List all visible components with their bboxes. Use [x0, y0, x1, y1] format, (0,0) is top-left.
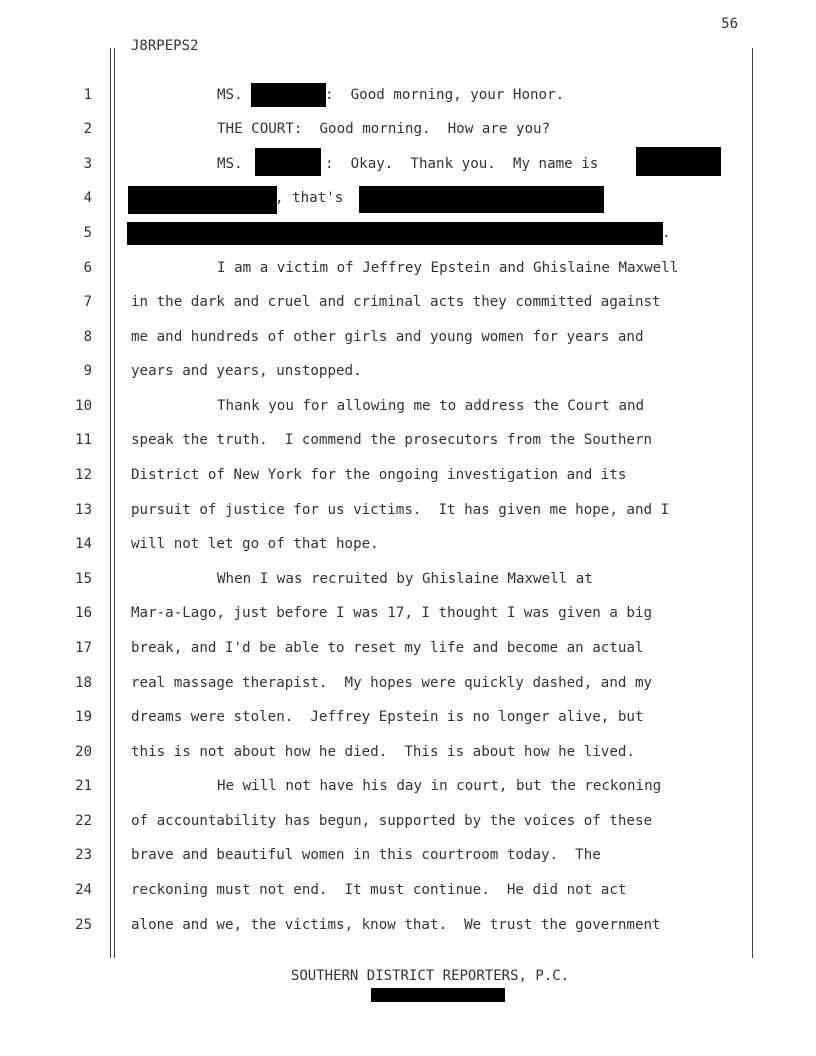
transcript-line-text: Thank you for allowing me to address the Court and [217, 398, 645, 414]
redaction-bar [636, 147, 721, 176]
line-number: 20 [75, 744, 92, 760]
page-number: 56 [721, 16, 738, 32]
line-number: 8 [83, 329, 92, 345]
line-number: 22 [75, 813, 92, 829]
footer-reporter-name: SOUTHERN DISTRICT REPORTERS, P.C. [290, 968, 570, 984]
transcript-line-text: MS. [217, 156, 252, 172]
document-id: J8RPEPS2 [131, 38, 199, 54]
redaction-bar [251, 83, 326, 107]
transcript-line-text: District of New York for the ongoing investigation and its [131, 467, 627, 483]
line-number: 9 [83, 363, 92, 379]
line-number: 18 [75, 675, 92, 691]
redaction-bar [127, 222, 663, 245]
transcript-line-text: He will not have his day in court, but the reckoning [217, 778, 662, 794]
transcript-line-text: , that's [275, 190, 344, 206]
transcript-line-text: of accountability has begun, supported by the voices of these [131, 813, 653, 829]
transcript-line-text: in the dark and cruel and criminal acts they committed against [131, 294, 661, 310]
line-number: 23 [75, 847, 92, 863]
transcript-line-text: : Good morning, your Honor. [325, 87, 565, 103]
line-number: 3 [83, 156, 92, 172]
transcript-line-text: brave and beautiful women in this courtroom today. The [131, 847, 601, 863]
line-number: 2 [83, 121, 92, 137]
line-number: 1 [83, 87, 92, 103]
line-number: 13 [75, 502, 92, 518]
left-margin-rule-outer [110, 48, 111, 958]
right-margin-rule [752, 48, 753, 958]
line-number: 15 [75, 571, 92, 587]
transcript-line-text: THE COURT: Good morning. How are you? [217, 121, 551, 137]
line-number: 10 [75, 398, 92, 414]
redaction-bar [128, 186, 277, 214]
line-number: 21 [75, 778, 92, 794]
line-number: 19 [75, 709, 92, 725]
transcript-line-text: me and hundreds of other girls and young women for years and [131, 329, 644, 345]
transcript-line-text: will not let go of that hope. [131, 536, 379, 552]
transcript-line-text: reckoning must not end. It must continue. He did not act [131, 882, 627, 898]
transcript-line-text: dreams were stolen. Jeffrey Epstein is no longer alive, but [131, 709, 644, 725]
line-number: 14 [75, 536, 92, 552]
line-number: 6 [83, 260, 92, 276]
line-number: 12 [75, 467, 92, 483]
redaction-bar [255, 148, 321, 176]
redaction-bar [371, 988, 505, 1002]
line-number: 11 [75, 432, 92, 448]
transcript-line-text: speak the truth. I commend the prosecutors from the Southern [131, 432, 653, 448]
transcript-line-text: : Okay. Thank you. My name is [325, 156, 599, 172]
line-number: 5 [83, 225, 92, 241]
line-number: 7 [83, 294, 92, 310]
line-number: 4 [83, 190, 92, 206]
line-number: 24 [75, 882, 92, 898]
transcript-line-text: Mar-a-Lago, just before I was 17, I thought I was given a big [131, 605, 653, 621]
transcript-line-text: years and years, unstopped. [131, 363, 362, 379]
transcript-line-text: this is not about how he died. This is about how he lived. [131, 744, 635, 760]
left-margin-rule-inner [114, 48, 115, 958]
transcript-line-text: . [662, 225, 671, 241]
transcript-line-text: I am a victim of Jeffrey Epstein and Ghislaine Maxwell [217, 260, 679, 276]
transcript-line-text: real massage therapist. My hopes were quickly dashed, and my [131, 675, 653, 691]
transcript-line-text: break, and I'd be able to reset my life and become an actual [131, 640, 644, 656]
line-number: 25 [75, 917, 92, 933]
line-number: 17 [75, 640, 92, 656]
transcript-line-text: When I was recruited by Ghislaine Maxwell at [217, 571, 593, 587]
transcript-line-text: MS. [217, 87, 252, 103]
redaction-bar [359, 186, 604, 213]
line-number: 16 [75, 605, 92, 621]
transcript-line-text: alone and we, the victims, know that. We trust the government [131, 917, 661, 933]
transcript-line-text: pursuit of justice for us victims. It has given me hope, and I [131, 502, 670, 518]
